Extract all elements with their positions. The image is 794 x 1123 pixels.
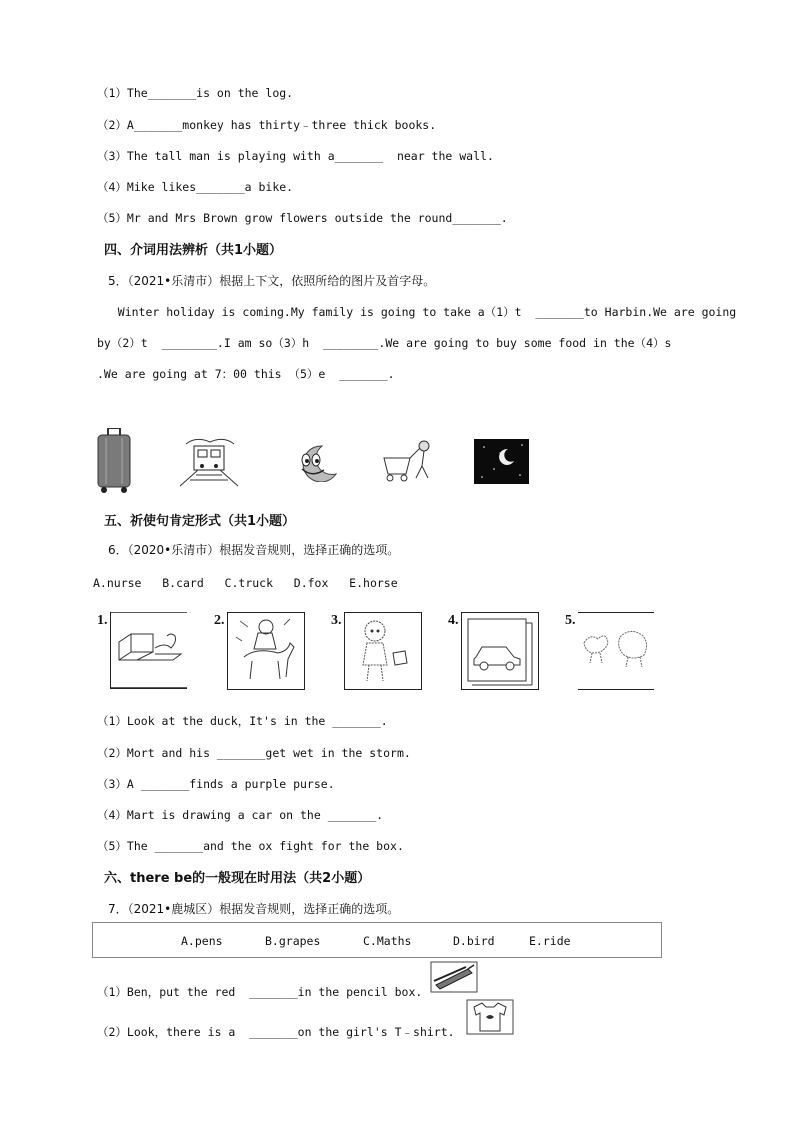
pic-number-3: 3.	[331, 613, 342, 628]
night-sky-picture	[474, 439, 529, 484]
picture-frame-5	[578, 612, 654, 690]
s3-item-5: （5）Mr and Mrs Brown grow flowers outside the round_______.	[97, 211, 508, 225]
box-duck-picture	[111, 612, 187, 688]
pic-number-1: 1.	[97, 613, 108, 628]
passage-line-3: .We are going at 7：00 this （5）e _______.	[97, 367, 395, 381]
section6-heading: 六、there be的一般现在时用法（共2小题）	[104, 871, 371, 886]
q7-option-c: C.Maths	[363, 934, 412, 948]
tshirt-bird-picture	[466, 999, 514, 1035]
q6-prompt: 6．（2020•乐清市）根据发音规则，选择正确的选项。	[108, 543, 400, 557]
s3-item-1: （1）The_______is on the log.	[97, 86, 294, 100]
pic-number-2: 2.	[214, 613, 225, 628]
q6-item-4: （4）Mart is drawing a car on the _______.	[97, 808, 384, 822]
car-drawing-picture	[462, 613, 538, 689]
q7-option-a: A.pens	[181, 934, 223, 948]
suitcase-picture	[96, 428, 132, 494]
passage-line-2: by（2）t ________.I am so（3）h ________.We are going to buy some food in the（4）s	[97, 336, 672, 350]
happy-moon-picture	[292, 444, 338, 482]
picture-frame-2	[227, 612, 305, 690]
q7-prompt: 7．（2021•鹿城区）根据发音规则，选择正确的选项。	[108, 902, 400, 916]
pic-number-4: 4.	[448, 613, 459, 628]
horse-rider-picture	[228, 613, 304, 689]
section4-heading: 四、介词用法辨析（共1小题）	[104, 243, 283, 258]
q7-item-1: （1）Ben，put the red _______in the pencil box.	[97, 985, 423, 999]
q6-item-1: （1）Look at the duck，It's in the _______.	[97, 714, 388, 728]
girl-purse-picture	[345, 613, 421, 689]
q5-prompt: 5．（2021•乐清市）根据上下文，依照所给的图片及首字母。	[108, 274, 436, 288]
q6-options: A.nurse B.card C.truck D.fox E.horse	[93, 576, 398, 590]
s3-item-2: （2）A_______monkey has thirty﹣three thick books.	[97, 118, 437, 132]
picture-frame-3	[344, 612, 422, 690]
q6-item-5: （5）The _______and the ox fight for the box.	[97, 839, 404, 853]
q7-item-2: （2）Look，there is a _______on the girl's T﹣shirt.	[97, 1025, 455, 1039]
q7-option-b: B.grapes	[265, 934, 321, 948]
section5-heading: 五、祈使句肯定形式（共1小题）	[104, 514, 296, 529]
q7-options-box	[92, 922, 662, 958]
picture-frame-1	[110, 612, 187, 689]
s3-item-3: （3）The tall man is playing with a_______ near the wall.	[97, 149, 494, 163]
pens-picture	[430, 961, 478, 993]
fox-ox-picture	[578, 613, 654, 689]
q7-option-e: E.ride	[529, 934, 571, 948]
shopping-cart-picture	[380, 438, 434, 484]
pic-number-5: 5.	[565, 613, 576, 628]
q7-option-d: D.bird	[453, 934, 495, 948]
picture-frame-4	[461, 612, 539, 690]
q6-item-2: （2）Mort and his _______get wet in the storm.	[97, 746, 411, 760]
train-picture	[176, 436, 242, 488]
q6-item-3: （3）A _______finds a purple purse.	[97, 777, 335, 791]
s3-item-4: （4）Mike likes_______a bike.	[97, 180, 294, 194]
passage-line-1: Winter holiday is coming.My family is going to take a（1）t _______to Harbin.We are going	[97, 305, 737, 319]
